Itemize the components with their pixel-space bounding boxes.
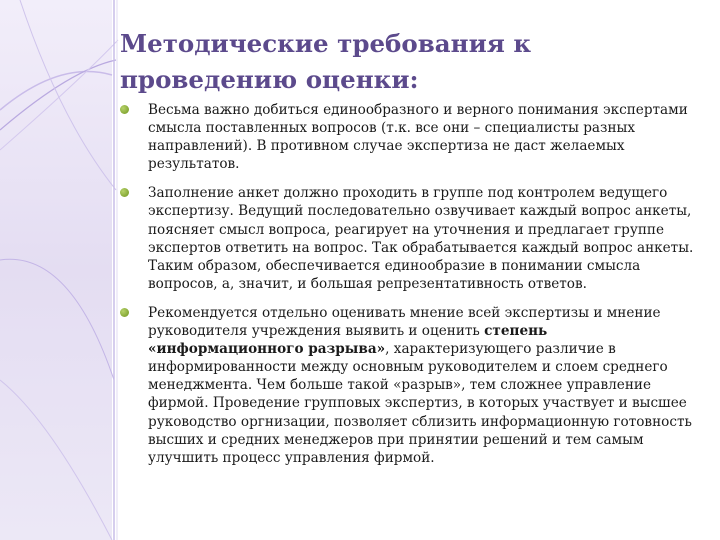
bullet-item-3 <box>118 304 698 467</box>
bullet-text-1: Весьма важно добиться единообразного и верного понимания экспертами смысла поставленных вопросов (т.к. все они – специалисты разных направлений). В противном случае экспертиза не даст желаемых результатов. <box>148 102 688 173</box>
bullet-text-3 <box>148 304 698 467</box>
bullet-dot-icon <box>120 188 129 197</box>
bullet-text-3-bold: степень «информационного разрыва» <box>148 323 548 358</box>
bullet-dot-icon <box>120 308 129 317</box>
bullet-dot-icon <box>120 105 129 114</box>
bullet-text-3-end: , характеризующего различие в информированности между основным руководителем и слоем среднего менеджмента. Чем больше такой «разрыв», тем сложнее управление фирмой. Проведение групповых экспертиз, в которых участвует и высшее руководство оргнизации, позволяет сблизить информационную готовность высших и средних менеджеров при принятии решений и тем самым улучшить процесс управления фирмой. <box>148 341 692 466</box>
bullet-item-2 <box>118 184 698 293</box>
slide-title: Методические требования к проведению оценки: <box>120 29 532 94</box>
bullet-text-3-start: Рекомендуется отдельно оценивать мнение всей экспертизы и мнение руководителя учреждения выявить и оценить <box>148 304 661 340</box>
bullet-text-2: Заполнение анкет должно проходить в группе под контролем ведущего экспертизу. Ведущий последовательно озвучивает каждый вопрос анкеты, поясняет смысл вопроса, реагирует на уточнения и предлагает группе экспертов ответить на вопрос. Так обрабатывается каждый вопрос анкеты. Таким образом, обеспечивается единообразие в понимании смысла вопросов, а, значит, и большая репрезентативность ответов. <box>148 185 694 292</box>
bullet-item-1 <box>118 101 698 173</box>
bullet-list <box>118 101 698 478</box>
